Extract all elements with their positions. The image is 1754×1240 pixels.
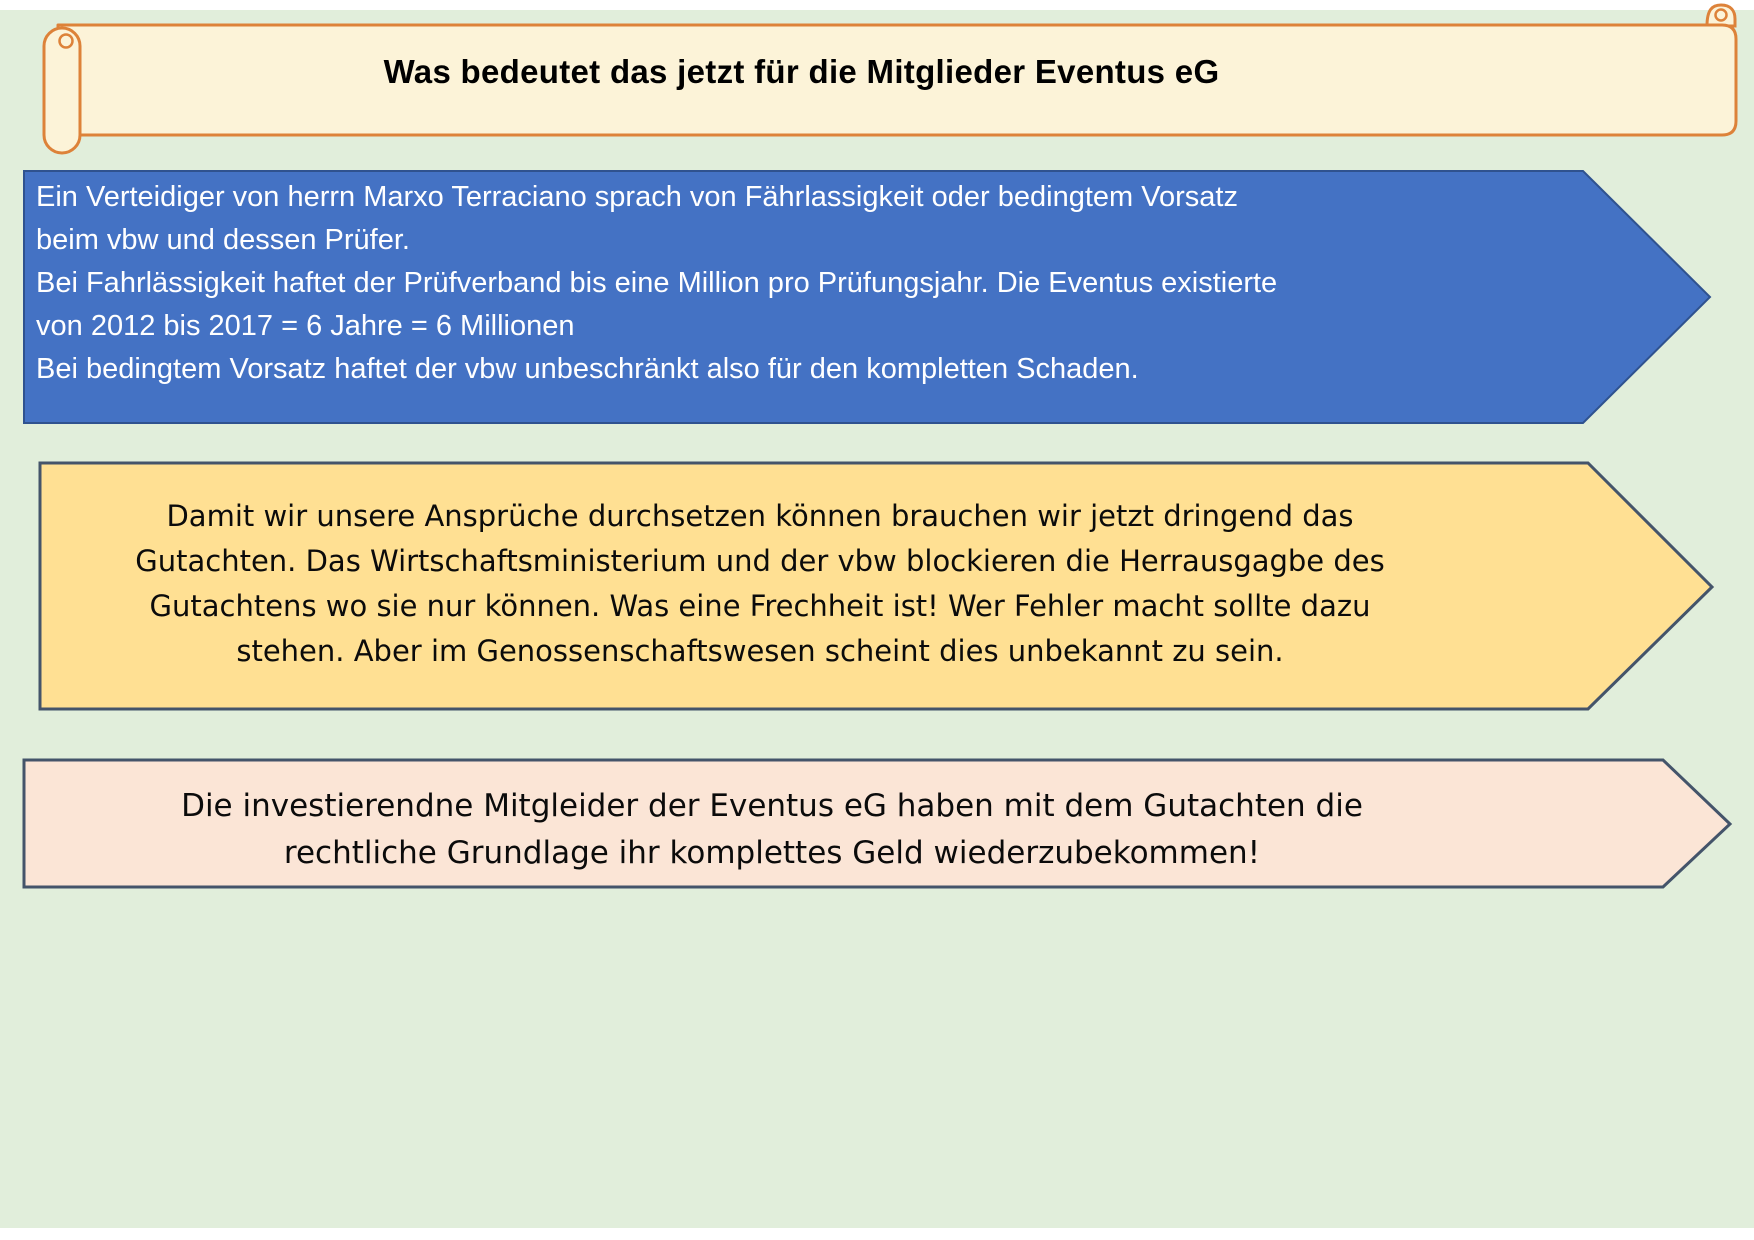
text-line: Die investierendne Mitgleider der Eventus eG haben mit dem Gutachten die bbox=[181, 788, 1363, 824]
text-line: von 2012 bis 2017 = 6 Jahre = 6 Millionen bbox=[36, 310, 575, 342]
text-line: rechtliche Grundlage ihr komplettes Geld wiederzubekommen! bbox=[283, 835, 1261, 871]
text-line: stehen. Aber im Genossenschaftswesen scheint dies unbekannt zu sein. bbox=[236, 634, 1284, 668]
scroll-top-right-curl bbox=[1707, 5, 1735, 26]
text-line: beim vbw und dessen Prüfer. bbox=[36, 224, 410, 256]
slide-title: Was bedeutet das jetzt für die Mitglieder Eventus eG bbox=[383, 53, 1220, 90]
yellow-arrow-text-block bbox=[40, 494, 1480, 674]
text-line: Gutachtens wo sie nur können. Was eine Frechheit ist! Wer Fehler macht sollte dazu bbox=[149, 589, 1371, 623]
text-line: Damit wir unsere Ansprüche durchsetzen können brauchen wir jetzt dringend das bbox=[166, 499, 1354, 533]
blue-arrow-text-block bbox=[36, 176, 1596, 391]
pink-arrow-text-block bbox=[24, 783, 1520, 877]
text-line: Bei Fahrlässigkeit haftet der Prüfverband bis eine Million pro Prüfungsjahr. Die Eventus existierte bbox=[36, 267, 1278, 299]
text-line: Gutachten. Das Wirtschaftsministerium und der vbw blockieren die Herrausgagbe des bbox=[135, 544, 1385, 578]
text-line: Ein Verteidiger von herrn Marxo Terraciano sprach von Fährlassigkeit oder bedingtem Vorsatz bbox=[36, 181, 1238, 213]
text-line: Bei bedingtem Vorsatz haftet der vbw unbeschränkt also für den kompletten Schaden. bbox=[36, 353, 1139, 385]
